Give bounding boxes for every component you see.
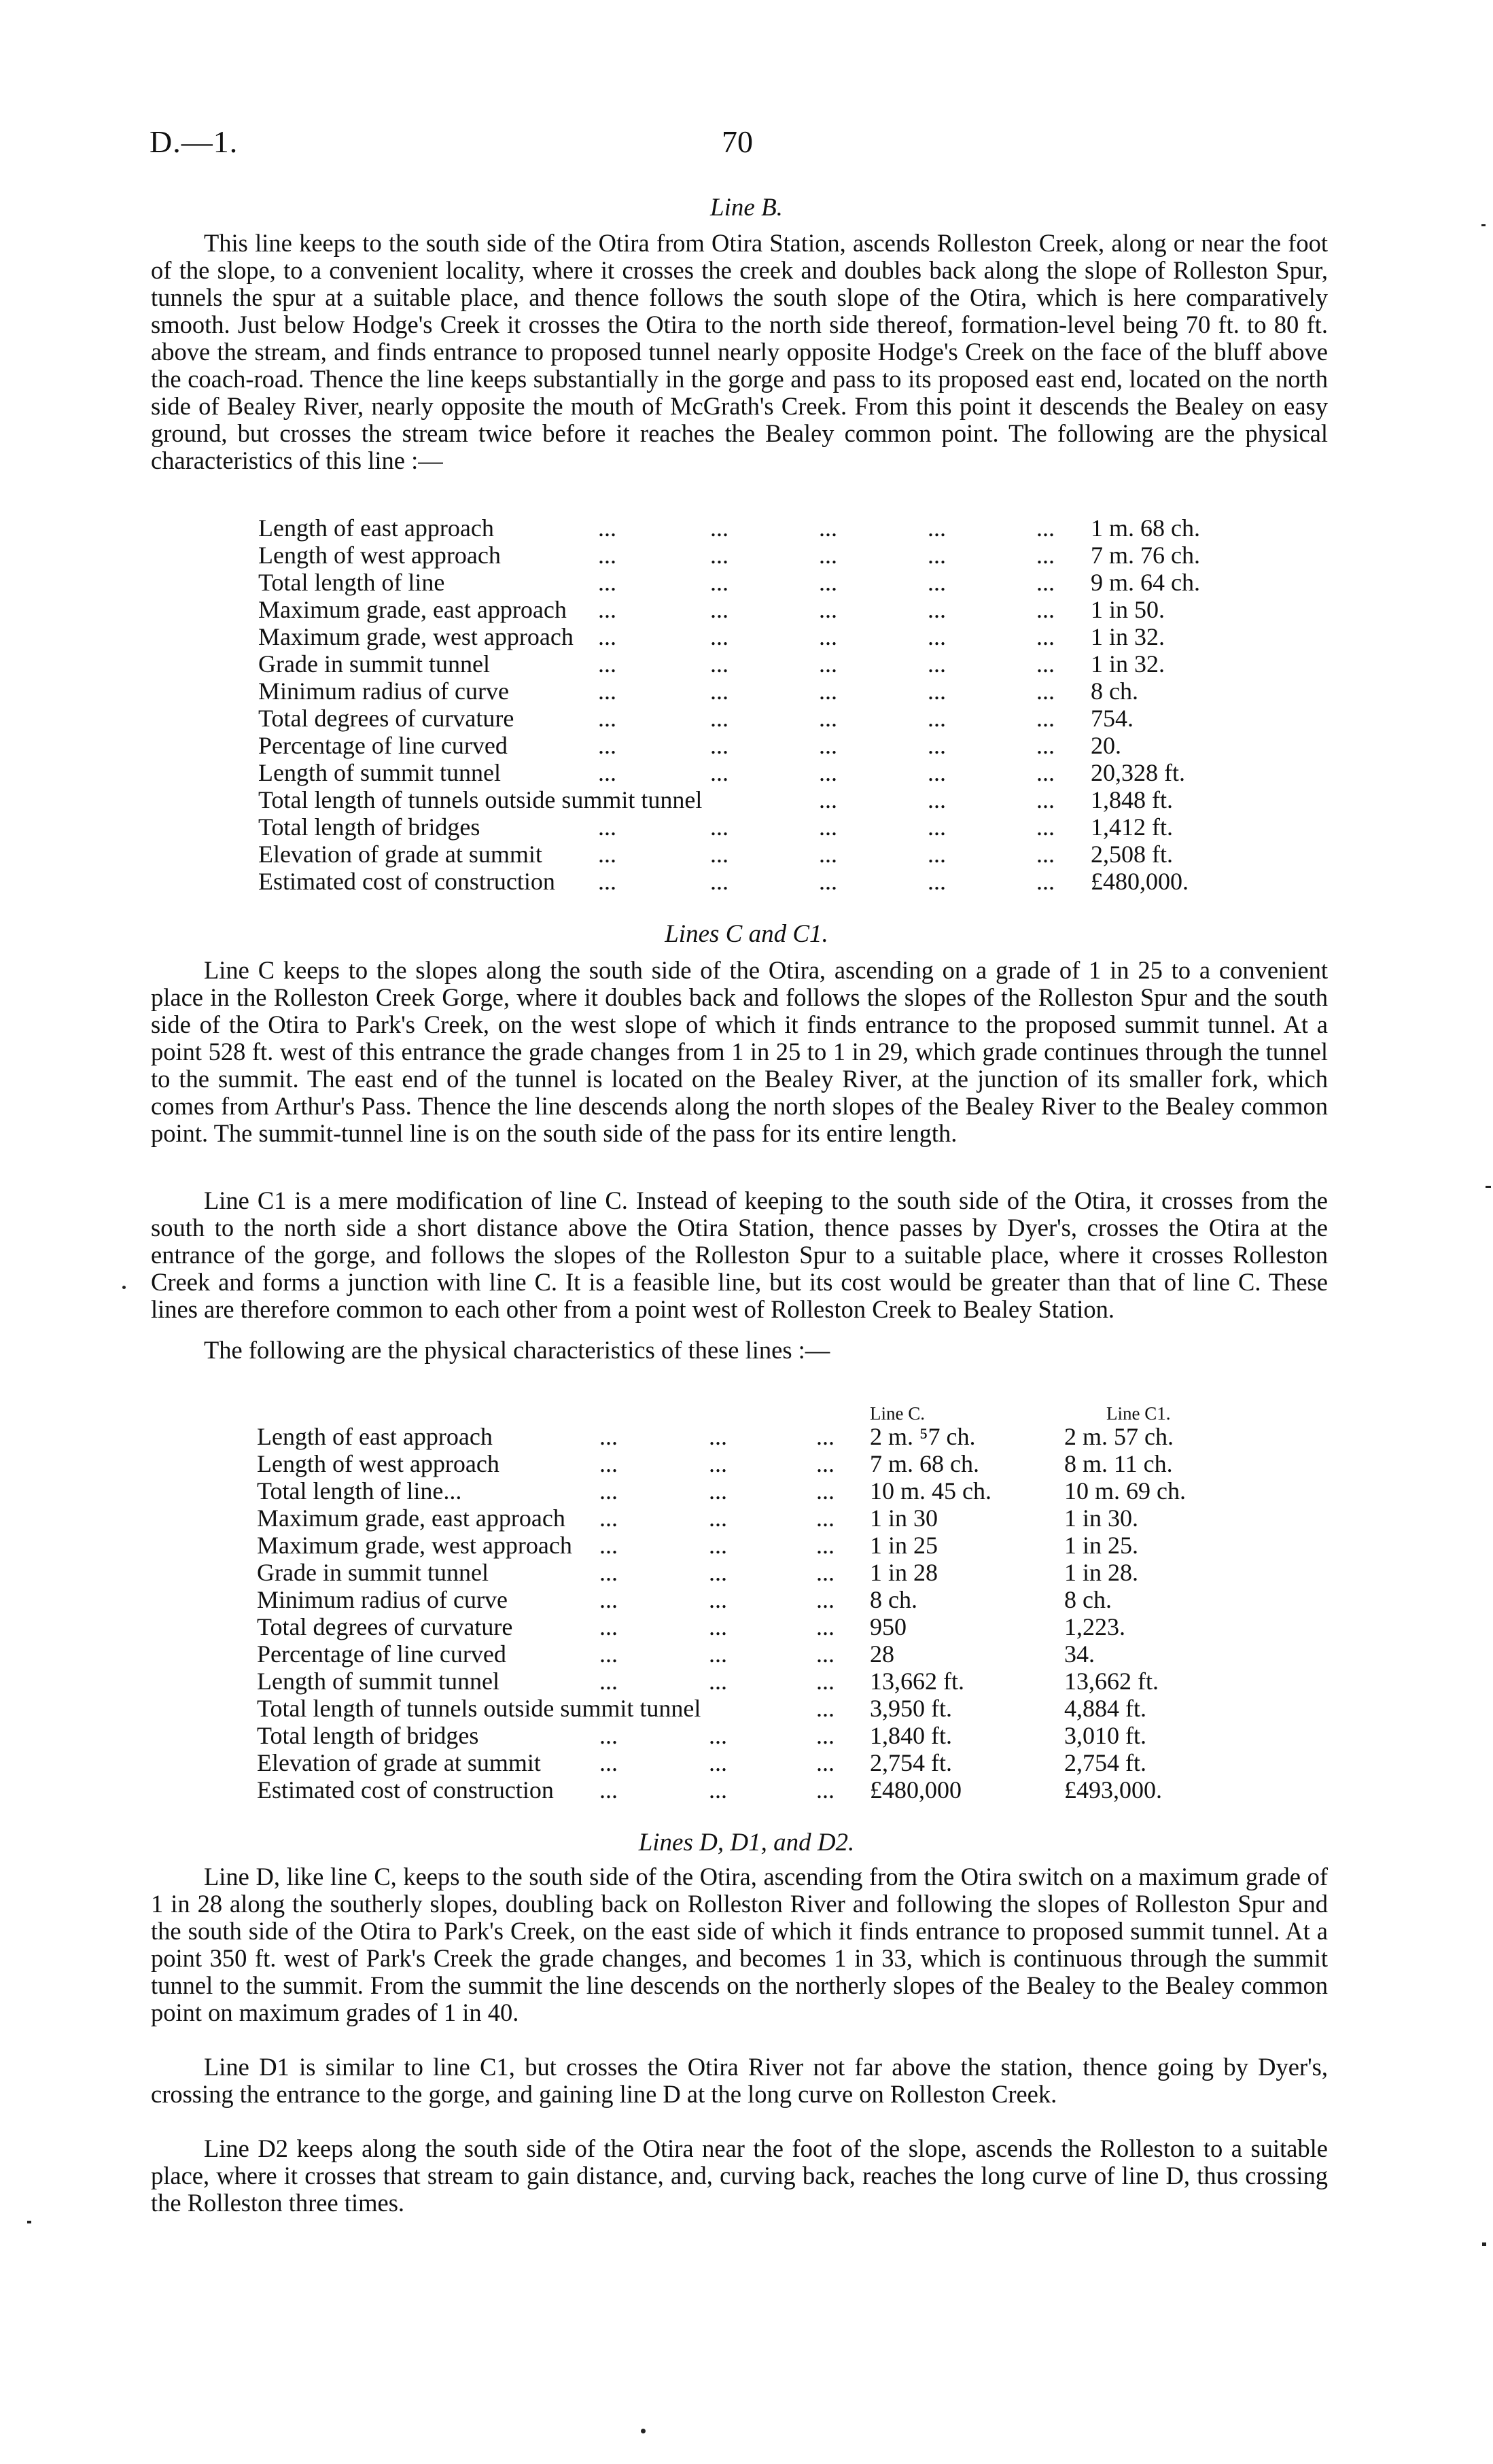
- row-label: Total length of bridges: [258, 813, 480, 841]
- lines-d-paragraph-3: Line D2 keeps along the south side of the Otira near the foot of the slope, ascends the Rolleston to a suitable place, where it crosses that stream to gain distance, and, curving back, reaches the long curve of line D, thus crossing the Rolleston three times.: [151, 2134, 1328, 2217]
- row-label: Percentage of line curved: [258, 732, 508, 759]
- scan-mark: [122, 1286, 126, 1289]
- row-value-line-c: 28: [870, 1640, 894, 1668]
- row-value-line-c: 950: [870, 1613, 907, 1640]
- row-value-line-c1: 1 in 25.: [1064, 1532, 1139, 1559]
- leader-dots: ...: [709, 1722, 727, 1749]
- leader-dots: ...: [928, 623, 946, 650]
- leader-dots: ...: [599, 1586, 618, 1613]
- section-title-lines-d: Lines D, D1, and D2.: [638, 1829, 855, 1856]
- leader-dots: ...: [928, 569, 946, 596]
- row-label: Total length of bridges: [257, 1722, 479, 1749]
- leader-dots: ...: [598, 868, 616, 895]
- row-value: 1 m. 68 ch.: [1091, 514, 1200, 542]
- lines-c-paragraph-1: Line C keeps to the slopes along the south side of the Otira, ascending on a grade of 1 in 25 to a convenient place in the Rolleston Creek Gorge, where it doubles back and follows the slopes of the Rolleston Spur and the south side of the Otira to Park's Creek, on the west slope of which it finds entrance to the proposed summit tunnel. At a point 528 ft. west of this entrance the grade changes from 1 in 25 to 1 in 29, which grade continues through the tunnel to the summit. The east end of the tunnel is located on the Bealey River, at the junction of its smaller fork, which comes from Arthur's Pass. Thence the line descends along the north slopes of the Bealey River to the Bealey common point. The summit-tunnel line is on the south side of the pass for its entire length.: [151, 956, 1328, 1147]
- row-label: Estimated cost of construction: [257, 1776, 554, 1803]
- line-b-paragraph: This line keeps to the south side of the Otira from Otira Station, ascends Rolleston Creek, along or near the foot of the slope, to a convenient locality, where it crosses the creek and doubles back along the slope of Rolleston Spur, tunnels the spur at a suitable place, and thence follows the south slope of the Otira, which is here comparatively smooth. Just below Hodge's Creek it crosses the Otira to the north side thereof, formation-level being 70 ft. to 80 ft. above the stream, and finds entrance to proposed tunnel nearly opposite Hodge's Creek on the face of the bluff above the coach-road. Thence the line keeps substantially in the gorge and pass to its proposed east end, located on the north side of Bealey River, nearly opposite the mouth of McGrath's Creek. From this point it descends the Bealey on easy ground, but crosses the stream twice before it reaches the Bealey common point. The following are the physical characteristics of this line :—: [151, 229, 1328, 474]
- page-number: 70: [722, 124, 753, 159]
- row-value-line-c: 3,950 ft.: [870, 1695, 952, 1722]
- row-value-line-c1: 4,884 ft.: [1064, 1695, 1146, 1722]
- row-value-line-c: 10 m. 45 ch.: [870, 1477, 991, 1504]
- row-value-line-c1: 10 m. 69 ch.: [1064, 1477, 1186, 1504]
- leader-dots: ...: [599, 1640, 618, 1668]
- table-row: [258, 868, 1244, 895]
- table-row: [257, 1613, 1242, 1640]
- row-value-line-c1: 2 m. 57 ch.: [1064, 1423, 1174, 1450]
- row-value-line-c: 1,840 ft.: [870, 1722, 952, 1749]
- leader-dots: ...: [928, 705, 946, 732]
- leader-dots: ...: [598, 542, 616, 569]
- lines-d-paragraph-1: Line D, like line C, keeps to the south side of the Otira, ascending from the Otira switch on a maximum grade of 1 in 28 along the southerly slopes, doubling back on Rolleston River and following the slopes of Rolleston Spur and the south side of the Otira to Park's Creek, on the east side of which it finds entrance to proposed summit tunnel. At a point 350 ft. west of Park's Creek the grade changes, and becomes 1 in 33, which is continuous through the summit tunnel to the summit. From the summit the line descends on the northerly slopes of the Bealey to the Bealey common point on maximum grades of 1 in 40.: [151, 1863, 1328, 2026]
- leader-dots: ...: [1036, 868, 1055, 895]
- row-value: 20,328 ft.: [1091, 759, 1185, 786]
- leader-dots: ...: [709, 1477, 727, 1504]
- lines-c-characteristics-table: [257, 1423, 1242, 1803]
- leader-dots: ...: [709, 1668, 727, 1695]
- table-row: [257, 1695, 1242, 1722]
- table-row: [258, 596, 1244, 623]
- leader-dots: ...: [819, 841, 837, 868]
- row-label: Minimum radius of curve: [257, 1586, 508, 1613]
- table-row: [257, 1477, 1242, 1504]
- leader-dots: ...: [816, 1749, 835, 1776]
- row-value-line-c: £480,000: [870, 1776, 962, 1803]
- table-row: [257, 1559, 1242, 1586]
- row-value-line-c: 1 in 28: [870, 1559, 938, 1586]
- leader-dots: ...: [816, 1613, 835, 1640]
- leader-dots: ...: [709, 1423, 727, 1450]
- leader-dots: ...: [819, 514, 837, 542]
- leader-dots: ...: [710, 542, 728, 569]
- row-value: 7 m. 76 ch.: [1091, 542, 1200, 569]
- leader-dots: ...: [598, 705, 616, 732]
- scan-mark: [1482, 2242, 1486, 2246]
- table-row: [258, 705, 1244, 732]
- leader-dots: ...: [1036, 569, 1055, 596]
- leader-dots: ...: [710, 813, 728, 841]
- table-row: [257, 1586, 1242, 1613]
- leader-dots: ...: [710, 596, 728, 623]
- row-value-line-c: 13,662 ft.: [870, 1668, 964, 1695]
- document-code: D.—1.: [150, 124, 239, 159]
- section-title-line-b: Line B.: [710, 194, 783, 222]
- leader-dots: ...: [598, 677, 616, 705]
- leader-dots: ...: [598, 841, 616, 868]
- leader-dots: ...: [928, 677, 946, 705]
- leader-dots: ...: [928, 868, 946, 895]
- row-value-line-c: 1 in 25: [870, 1532, 938, 1559]
- leader-dots: ...: [1036, 596, 1055, 623]
- leader-dots: ...: [598, 813, 616, 841]
- row-label: Length of summit tunnel: [258, 759, 501, 786]
- row-label: Total length of line...: [257, 1477, 462, 1504]
- row-value: 9 m. 64 ch.: [1091, 569, 1200, 596]
- leader-dots: ...: [928, 786, 946, 813]
- lines-c-intro: The following are the physical characteristics of these lines :—: [204, 1336, 830, 1364]
- table-row: [257, 1532, 1242, 1559]
- row-value-line-c1: 8 m. 11 ch.: [1064, 1450, 1173, 1477]
- table-row: [258, 732, 1244, 759]
- leader-dots: ...: [710, 650, 728, 677]
- leader-dots: ...: [599, 1668, 618, 1695]
- leader-dots: ...: [816, 1559, 835, 1586]
- leader-dots: ...: [819, 677, 837, 705]
- leader-dots: ...: [816, 1450, 835, 1477]
- table-row: [258, 569, 1244, 596]
- table-row: [257, 1504, 1242, 1532]
- leader-dots: ...: [710, 868, 728, 895]
- leader-dots: ...: [709, 1450, 727, 1477]
- row-value-line-c1: 1,223.: [1064, 1613, 1125, 1640]
- leader-dots: ...: [598, 569, 616, 596]
- leader-dots: ...: [710, 732, 728, 759]
- row-label: Total length of line: [258, 569, 445, 596]
- table-row: [257, 1776, 1242, 1803]
- row-label: Length of west approach: [257, 1450, 499, 1477]
- row-value-line-c: 2,754 ft.: [870, 1749, 952, 1776]
- row-label: Total length of tunnels outside summit tunnel: [258, 786, 703, 813]
- leader-dots: ...: [709, 1776, 727, 1803]
- leader-dots: ...: [599, 1423, 618, 1450]
- leader-dots: ...: [819, 732, 837, 759]
- row-label: Total degrees of curvature: [258, 705, 514, 732]
- row-value: 20.: [1091, 732, 1121, 759]
- leader-dots: ...: [819, 569, 837, 596]
- leader-dots: ...: [598, 650, 616, 677]
- row-value: 1 in 50.: [1091, 596, 1165, 623]
- leader-dots: ...: [710, 677, 728, 705]
- leader-dots: ...: [599, 1477, 618, 1504]
- row-value: 2,508 ft.: [1091, 841, 1173, 868]
- row-label: Length of summit tunnel: [257, 1668, 499, 1695]
- leader-dots: ...: [1036, 813, 1055, 841]
- leader-dots: ...: [816, 1722, 835, 1749]
- leader-dots: ...: [816, 1640, 835, 1668]
- row-label: Minimum radius of curve: [258, 677, 509, 705]
- leader-dots: ...: [709, 1532, 727, 1559]
- lines-c-paragraph-2: Line C1 is a mere modification of line C. Instead of keeping to the south side of the Otira, it crosses from the south to the north side a short distance above the Otira Station, thence passes by Dyer's, crosses the Otira at the entrance of the gorge, and follows the slopes of the Rolleston Spur to a suitable place, where it crosses Rolleston Creek and forms a junction with line C. It is a feasible line, but its cost would be greater than that of line C. These lines are therefore common to each other from a point west of Rolleston Creek to Bealey Station.: [151, 1186, 1328, 1323]
- table-row: [257, 1450, 1242, 1477]
- table-row: [258, 514, 1244, 542]
- leader-dots: ...: [819, 786, 837, 813]
- scan-mark: [641, 2429, 646, 2433]
- leader-dots: ...: [598, 514, 616, 542]
- table-row: [258, 759, 1244, 786]
- row-value: 1,848 ft.: [1091, 786, 1173, 813]
- table-row: [257, 1640, 1242, 1668]
- leader-dots: ...: [709, 1559, 727, 1586]
- leader-dots: ...: [819, 623, 837, 650]
- row-label: Grade in summit tunnel: [258, 650, 490, 677]
- leader-dots: ...: [928, 596, 946, 623]
- scan-mark: [1481, 224, 1486, 226]
- leader-dots: ...: [819, 759, 837, 786]
- leader-dots: ...: [928, 542, 946, 569]
- leader-dots: ...: [819, 813, 837, 841]
- leader-dots: ...: [819, 596, 837, 623]
- scan-mark: [27, 2221, 31, 2223]
- leader-dots: ...: [928, 759, 946, 786]
- leader-dots: ...: [1036, 705, 1055, 732]
- row-value-line-c1: 3,010 ft.: [1064, 1722, 1146, 1749]
- row-value: £480,000.: [1091, 868, 1189, 895]
- column-header-line-c1: Line C1.: [1106, 1403, 1171, 1424]
- leader-dots: ...: [928, 514, 946, 542]
- leader-dots: ...: [1036, 650, 1055, 677]
- leader-dots: ...: [599, 1532, 618, 1559]
- row-value-line-c: 1 in 30: [870, 1504, 938, 1532]
- table-row: [258, 841, 1244, 868]
- leader-dots: ...: [709, 1613, 727, 1640]
- leader-dots: ...: [819, 868, 837, 895]
- row-value-line-c: 7 m. 68 ch.: [870, 1450, 979, 1477]
- column-header-line-c: Line C.: [870, 1403, 925, 1424]
- row-label: Grade in summit tunnel: [257, 1559, 489, 1586]
- row-label: Maximum grade, west approach: [258, 623, 574, 650]
- scan-mark: [1486, 1186, 1491, 1188]
- lines-d-paragraph-2: Line D1 is similar to line C1, but crosses the Otira River not far above the station, thence going by Dyer's, crossing the entrance to the gorge, and gaining line D at the long curve on Rolleston Creek.: [151, 2053, 1328, 2108]
- leader-dots: ...: [599, 1722, 618, 1749]
- leader-dots: ...: [1036, 732, 1055, 759]
- leader-dots: ...: [599, 1613, 618, 1640]
- leader-dots: ...: [598, 732, 616, 759]
- leader-dots: ...: [928, 813, 946, 841]
- leader-dots: ...: [928, 732, 946, 759]
- table-row: [258, 786, 1244, 813]
- row-label: Maximum grade, east approach: [257, 1504, 565, 1532]
- leader-dots: ...: [599, 1450, 618, 1477]
- leader-dots: ...: [819, 705, 837, 732]
- leader-dots: ...: [816, 1423, 835, 1450]
- row-value: 1,412 ft.: [1091, 813, 1173, 841]
- row-label: Maximum grade, east approach: [258, 596, 567, 623]
- row-value-line-c1: 2,754 ft.: [1064, 1749, 1146, 1776]
- table-row: [257, 1749, 1242, 1776]
- row-value: 754.: [1091, 705, 1134, 732]
- row-value-line-c1: 1 in 28.: [1064, 1559, 1139, 1586]
- leader-dots: ...: [599, 1559, 618, 1586]
- line-b-characteristics-table: [258, 514, 1244, 895]
- row-label: Elevation of grade at summit: [258, 841, 542, 868]
- row-value-line-c1: 13,662 ft.: [1064, 1668, 1159, 1695]
- leader-dots: ...: [1036, 542, 1055, 569]
- leader-dots: ...: [819, 650, 837, 677]
- leader-dots: ...: [709, 1586, 727, 1613]
- leader-dots: ...: [816, 1504, 835, 1532]
- table-row: [257, 1668, 1242, 1695]
- leader-dots: ...: [710, 623, 728, 650]
- leader-dots: ...: [1036, 514, 1055, 542]
- row-value-line-c: 8 ch.: [870, 1586, 917, 1613]
- row-label: Estimated cost of construction: [258, 868, 555, 895]
- leader-dots: ...: [816, 1586, 835, 1613]
- leader-dots: ...: [816, 1532, 835, 1559]
- leader-dots: ...: [928, 841, 946, 868]
- row-value-line-c1: £493,000.: [1064, 1776, 1162, 1803]
- leader-dots: ...: [816, 1695, 835, 1722]
- leader-dots: ...: [598, 759, 616, 786]
- leader-dots: ...: [710, 759, 728, 786]
- table-row: [258, 650, 1244, 677]
- section-title-lines-c: Lines C and C1.: [665, 920, 828, 948]
- leader-dots: ...: [1036, 759, 1055, 786]
- table-row: [258, 677, 1244, 705]
- leader-dots: ...: [1036, 786, 1055, 813]
- row-label: Length of east approach: [258, 514, 494, 542]
- row-label: Elevation of grade at summit: [257, 1749, 541, 1776]
- table-row: [257, 1722, 1242, 1749]
- leader-dots: ...: [599, 1504, 618, 1532]
- row-label: Percentage of line curved: [257, 1640, 506, 1668]
- leader-dots: ...: [816, 1776, 835, 1803]
- row-value-line-c1: 8 ch.: [1064, 1586, 1112, 1613]
- row-value-line-c1: 1 in 30.: [1064, 1504, 1139, 1532]
- leader-dots: ...: [928, 650, 946, 677]
- leader-dots: ...: [598, 623, 616, 650]
- leader-dots: ...: [709, 1640, 727, 1668]
- leader-dots: ...: [710, 569, 728, 596]
- leader-dots: ...: [1036, 623, 1055, 650]
- row-value: 8 ch.: [1091, 677, 1138, 705]
- row-label: Total degrees of curvature: [257, 1613, 513, 1640]
- row-value-line-c1: 34.: [1064, 1640, 1095, 1668]
- leader-dots: ...: [599, 1749, 618, 1776]
- leader-dots: ...: [819, 542, 837, 569]
- table-row: [258, 623, 1244, 650]
- leader-dots: ...: [1036, 841, 1055, 868]
- leader-dots: ...: [709, 1749, 727, 1776]
- leader-dots: ...: [816, 1668, 835, 1695]
- row-label: Length of west approach: [258, 542, 501, 569]
- row-label: Maximum grade, west approach: [257, 1532, 572, 1559]
- row-value-line-c: 2 m. ⁵7 ch.: [870, 1423, 976, 1450]
- leader-dots: ...: [599, 1776, 618, 1803]
- row-value: 1 in 32.: [1091, 623, 1165, 650]
- leader-dots: ...: [709, 1504, 727, 1532]
- row-label: Total length of tunnels outside summit tunnel: [257, 1695, 701, 1722]
- row-value: 1 in 32.: [1091, 650, 1165, 677]
- leader-dots: ...: [710, 841, 728, 868]
- leader-dots: ...: [710, 705, 728, 732]
- leader-dots: ...: [816, 1477, 835, 1504]
- table-row: [258, 813, 1244, 841]
- row-label: Length of east approach: [257, 1423, 493, 1450]
- table-row: [258, 542, 1244, 569]
- leader-dots: ...: [598, 596, 616, 623]
- table-row: [257, 1423, 1242, 1450]
- leader-dots: ...: [1036, 677, 1055, 705]
- leader-dots: ...: [710, 514, 728, 542]
